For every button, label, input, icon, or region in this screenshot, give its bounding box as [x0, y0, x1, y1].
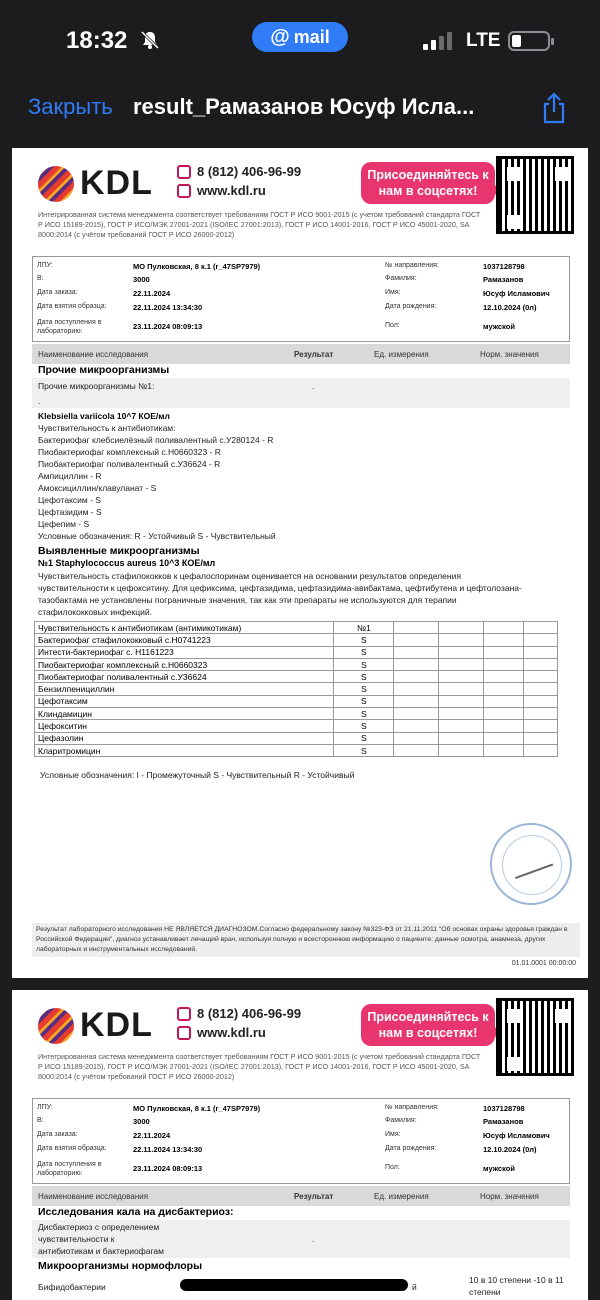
website: www.kdl.ru	[197, 183, 266, 198]
organism-staphylococcus: №1 Staphylococcus aureus 10^3 КОЕ/мл	[38, 558, 216, 568]
at-icon: @	[270, 25, 290, 48]
table-row: Интести-бактериофаг с. Н1161223 S	[35, 646, 558, 658]
social-banner: Присоединяйтесь к нам в соцсетях!	[361, 162, 495, 204]
battery-icon	[508, 31, 550, 51]
phone-icon	[177, 165, 191, 179]
qr-code	[496, 156, 574, 234]
table-row: Чувствительность к антибиотикам (антимикотикам) №1	[35, 622, 558, 634]
certification-text: Интегрированная система менеджмента соответствует требованиям ГОСТ Р ИСО 9001-2015 (с учетом требований стандарта ГОСТ Р ИСО 15189-2015), ГОСТ Р ИСО/МЭК 27001-2021 (ISO/IEC 27001:2013), ГОСТ Р ИСО 14001-2016, ГОСТ Р ИСО 45001-2020, SA 8000:2014 (с учётом требований ГОСТ Р ИСО 26000-2012)	[38, 210, 481, 239]
document-title: result_Рамазанов Юсуф Исла...	[133, 94, 475, 119]
social-banner: Присоединяйтесь к нам в соцсетях!	[361, 1004, 495, 1046]
close-button[interactable]: Закрыть	[28, 94, 113, 119]
footer-date: 01.01.0001 00:00:00	[511, 960, 576, 967]
monitor-icon	[177, 184, 191, 198]
bifidobacteria-label: Бифидобактерии	[38, 1282, 106, 1292]
kdl-logo-mark	[38, 1008, 74, 1044]
table-row: Пиобактериофаг комплексный с.Н0660323 S	[35, 658, 558, 670]
navigation-bar	[0, 82, 600, 142]
document-page-1[interactable]: KDL 8 (812) 406-96-99 www.kdl.ru Присоединяйтесь к нам в соцсетях! Интегрированная система менеджмента соответствует требованиям ГОСТ Р ИСО 9001-2015 (с учетом требований стандарта ГОСТ Р ИСО 15189-2015), ГОСТ Р ИСО/МЭК 27001-2021 (ISO/IEC 27001:2013), ГОСТ Р ИСО 14001-2016, ГОСТ Р ИСО 45001-2020, SA 8000:2014 (с учётом требований ГОСТ Р ИСО 26000-2012) ЛПУ: МО Пулковская, 8 к.1 (r_47SP7979) № направления: 1037128798 В: 3000 Фамилия: Рамазанов Дата заказа: 22.11.2024 Имя: Юсуф Исламович Дата взятия образца: 22.11.2024 13:34:30 Дата рождения: 12.10.2024 (0л) Дата поступления в лабораторию: 23.11.2024 08:09:13 Пол: мужской Наименование исследования Результат Ед. измерения Норм. значения Прочие микроорганизмы Прочие микроорганизмы №1: . . Klebsiella variicola 10^7 КОЕ/мл Чувствительность к антибиотикам: Бактериофаг клебсиелёзный поливалентный с.У280124 - R Пиобактериофаг комплексный с.Н0660323 - R Пиобактериофаг поливалентный с.У36624 - R Ампициллин - R Амоксициллин/клавуланат - S Цефотаксим - S Цефтазидим - S Цефепим - S Условные обозначения: R - Устойчивый S - Чувствительный Выявленные микроорганизмы №1 Staphylococcus aureus 10^3 КОЕ/мл Чувствительность стафилококков к цефалоспоринам оценивается на основании результатов определения чувствительности к цефокситину. Для цефиксима, цефтазидима, цефтазидима-авибактама, цефтибутена и цефтолозана- тазобактама не установлены пограничные значения, так как эти препараты не используются для терапии стафилококковых инфекций. Чувствительность к антибиотикам (антимикотикам) №1 Бактериофаг стафилококковый с.Н0741223 S Интести-бактериофаг с. Н1161223 S Пиобактериофаг комплексный с.Н0660323 S Пиобактериофаг поливалентный с.У36624 S Бензилпенициллин S Цефотаксим S Клиндамицин S Цефокситин S Цефазолин S Кларитромицин S Условные обозначения: I - Промежуточный S - Чувствительный R - Устойчивый Результат лабораторного исследования НЕ ЯВЛЯЕТСЯ ДИАГНОЗОМ.Согласно федеральному закону №323-ФЗ от 21.11.2011 "Об основах охраны здоровья граждан в Российской Федерации", диагноз устанавливает лечащий врач, используя полную и всестороннюю информацию о пациенте: данные осмотра, анамнеза, других лабораторных и инструментальных исследований. 01.01.0001 00:00:00	[12, 148, 588, 978]
patient-info: ЛПУ: МО Пулковская, 8 к.1 (r_47SP7979) № направления: 1037128798 В: 3000 Фамилия: Рамазанов Дата заказа: 22.11.2024 Имя: Юсуф Исламович Дата взятия образца: 22.11.2024 13:34:30 Дата рождения: 12.10.2024 (0л) Дата поступления в лабораторию: 23.11.2024 08:09:13 Пол: мужской	[32, 256, 570, 342]
table-row: Клиндамицин S	[35, 708, 558, 720]
mail-app-pill[interactable]	[252, 22, 348, 52]
results-table-header: Наименование исследования Результат Ед. измерения Норм. значения	[32, 1186, 570, 1206]
section-detected-microorganisms: Выявленные микроорганизмы	[38, 545, 200, 557]
legend-line: Условные обозначения: I - Промежуточный S - Чувствительный R - Устойчивый	[40, 770, 355, 780]
antibiotic-sensitivity-table	[34, 621, 558, 757]
cellular-signal-icon	[423, 32, 455, 50]
qr-code	[496, 998, 574, 1076]
lab-stamp	[490, 823, 572, 905]
bell-slash-icon	[140, 30, 160, 50]
table-row: Цефокситин S	[35, 720, 558, 732]
status-bar	[0, 0, 600, 82]
mail-pill-label: mail	[293, 26, 330, 47]
certification-text: Интегрированная система менеджмента соответствует требованиям ГОСТ Р ИСО 9001-2015 (с учетом требований стандарта ГОСТ Р ИСО 15189-2015), ГОСТ Р ИСО/МЭК 27001-2021 (ISO/IEC 27001:2013), ГОСТ Р ИСО 14001-2016, ГОСТ Р ИСО 45001-2020, SA 8000:2014 (с учётом требований ГОСТ Р ИСО 26000-2012)	[38, 1052, 481, 1081]
kdl-logo: KDL	[38, 166, 158, 202]
phone-number: 8 (812) 406-96-99	[197, 1006, 302, 1021]
section-dysbacteriosis: Исследования кала на дисбактериоз:	[38, 1206, 234, 1218]
contacts	[177, 1006, 301, 1044]
results-table-header: Наименование исследования Результат Ед. измерения Норм. значения	[32, 344, 570, 364]
table-row: Цефотаксим S	[35, 695, 558, 707]
organism-klebsiella: Klebsiella variicola 10^7 КОЕ/мл	[38, 411, 170, 421]
section-other-microorganisms: Прочие микроорганизмы	[38, 364, 170, 376]
table-row: Бензилпенициллин S	[35, 683, 558, 695]
signature	[507, 841, 553, 879]
document-page-2[interactable]: KDL 8 (812) 406-96-99 www.kdl.ru Присоединяйтесь к нам в соцсетях! Интегрированная система менеджмента соответствует требованиям ГОСТ Р ИСО 9001-2015 (с учетом требований стандарта ГОСТ Р ИСО 15189-2015), ГОСТ Р ИСО/МЭК 27001-2021 (ISO/IEC 27001:2013), ГОСТ Р ИСО 14001-2016, ГОСТ Р ИСО 45001-2020, SA 8000:2014 (с учётом требований ГОСТ Р ИСО 26000-2012) ЛПУ: МО Пулковская, 8 к.1 (r_47SP7979) № направления: 1037128798 В: 3000 Фамилия: Рамазанов Дата заказа: 22.11.2024 Имя: Юсуф Исламович Дата взятия образца: 22.11.2024 13:34:30 Дата рождения: 12.10.2024 (0л) Дата поступления в лабораторию: 23.11.2024 08:09:13 Пол: мужской Наименование исследования Результат Ед. измерения Норм. значения Исследования кала на дисбактериоз: Дисбактериоз с определением чувствительности к антибиотикам и бактериофагам . Микроорганизмы нормофлоры Бифидобактерии й 10 в 10 степени -10 в 11 степени	[12, 990, 588, 1300]
network-type: LTE	[466, 30, 501, 51]
redaction-bar	[180, 1279, 408, 1291]
kdl-logo: KDL	[38, 1008, 158, 1044]
contacts	[177, 164, 301, 202]
monitor-icon	[177, 1026, 191, 1040]
table-row: Пиобактериофаг поливалентный с.У36624 S	[35, 671, 558, 683]
section-normal-flora: Микроорганизмы нормофлоры	[38, 1260, 203, 1272]
patient-info: ЛПУ: МО Пулковская, 8 к.1 (r_47SP7979) № направления: 1037128798 В: 3000 Фамилия: Рамазанов Дата заказа: 22.11.2024 Имя: Юсуф Исламович Дата взятия образца: 22.11.2024 13:34:30 Дата рождения: 12.10.2024 (0л) Дата поступления в лабораторию: 23.11.2024 08:09:13 Пол: мужской	[32, 1098, 570, 1184]
website: www.kdl.ru	[197, 1025, 266, 1040]
phone-number: 8 (812) 406-96-99	[197, 164, 302, 179]
disclaimer: Результат лабораторного исследования НЕ ЯВЛЯЕТСЯ ДИАГНОЗОМ.Согласно федеральному закону №323-ФЗ от 21.11.2011 "Об основах охраны здоровья граждан в Российской Федерации", диагноз устанавливает лечащий врач, используя полную и всестороннюю информацию о пациенте: данные осмотра, анамнеза, других лабораторных и инструментальных исследований.	[32, 923, 580, 957]
phone-icon	[177, 1007, 191, 1021]
kdl-logo-mark	[38, 166, 74, 202]
share-icon[interactable]	[540, 92, 568, 124]
table-row: Кларитромицин S	[35, 744, 558, 756]
table-row: Цефазолин S	[35, 732, 558, 744]
table-row: Бактериофаг стафилококковый с.Н0741223 S	[35, 634, 558, 646]
clock: 18:32	[66, 27, 128, 54]
